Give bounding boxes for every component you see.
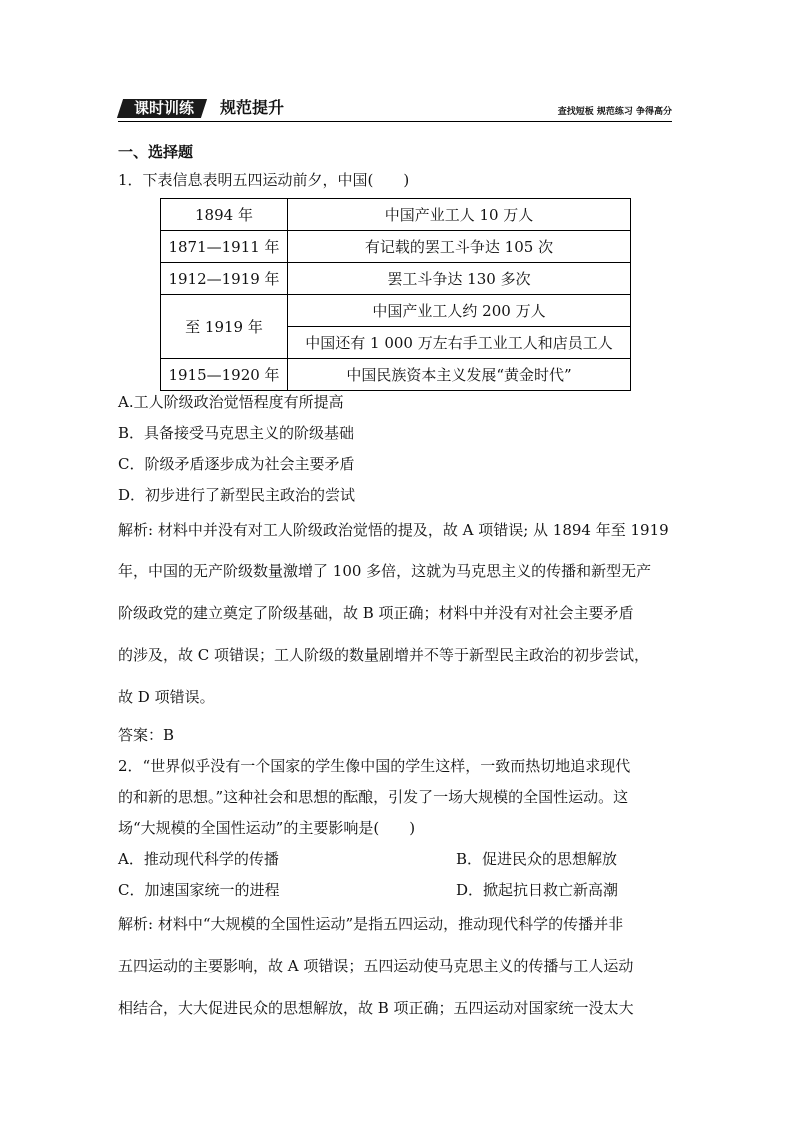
table-cell-info: 罢工斗争达 130 多次: [288, 263, 631, 295]
info-table: [160, 198, 631, 391]
table-cell-year: 1894 年: [161, 199, 288, 231]
q2-analysis-line: 五四运动的主要影响，故 A 项错误；五四运动使马克思主义的传播与工人运动: [118, 957, 634, 975]
question-2-stem-line: 场“大规模的全国性运动”的主要影响是( ): [118, 819, 416, 837]
question-2-stem-line: 2．“世界似乎没有一个国家的学生像中国的学生这样，一致而热切地追求现代: [118, 757, 631, 775]
table-cell-info: 有记载的罢工斗争达 105 次: [288, 231, 631, 263]
table-cell-info: 中国产业工人 10 万人: [288, 199, 631, 231]
table-cell-info: 中国还有 1 000 万左右手工业工人和店员工人: [288, 327, 631, 359]
table-row: [161, 263, 631, 295]
q2-analysis-line: 相结合，大大促进民众的思想解放，故 B 项正确；五四运动对国家统一没太大: [118, 999, 634, 1017]
q2-option-c: C．加速国家统一的进程: [118, 881, 280, 899]
q2-option-b: B．促进民众的思想解放: [456, 850, 618, 868]
table-row: [161, 231, 631, 263]
header-subtitle: 规范提升: [220, 98, 285, 117]
table-row: [161, 199, 631, 231]
header-right-text: 查找短板 规范练习 争得高分: [557, 107, 672, 117]
q1-analysis-line: 年，中国的无产阶级数量激增了 100 多倍，这就为马克思主义的传播和新型无产: [118, 562, 652, 580]
table-cell-info: 中国民族资本主义发展“黄金时代”: [288, 359, 631, 391]
section-title: 一、选择题: [118, 143, 194, 161]
table-row: [161, 295, 631, 327]
q2-analysis-line: 解析: 材料中“大规模的全国性运动”是指五四运动，推动现代科学的传播并非: [118, 915, 624, 933]
section-badge: 课时训练: [117, 99, 207, 118]
question-1-stem: 1．下表信息表明五四运动前夕，中国( ): [118, 171, 410, 189]
q1-option-a: A.工人阶级政治觉悟程度有所提高: [118, 393, 344, 411]
q1-option-b: B．具备接受马克思主义的阶级基础: [118, 424, 355, 442]
table-cell-info: 中国产业工人约 200 万人: [288, 295, 631, 327]
q1-analysis-line: 的涉及，故 C 项错误；工人阶级的数量剧增并不等于新型民主政治的初步尝试，: [118, 646, 650, 664]
header-rule: [118, 121, 672, 122]
table-row: [161, 359, 631, 391]
table-cell-year: 1912—1919 年: [161, 263, 288, 295]
page-header: [118, 98, 672, 122]
question-2-stem-line: 的和新的思想。”这种社会和思想的酝酿，引发了一场大规模的全国性运动。这: [118, 788, 629, 806]
q1-analysis-line: 故 D 项错误。: [118, 688, 215, 706]
q1-answer: 答案：B: [118, 726, 175, 744]
q2-option-d: D．掀起抗日救亡新高潮: [456, 881, 619, 899]
q1-analysis-line: 阶级政党的建立奠定了阶级基础，故 B 项正确；材料中并没有对社会主要矛盾: [118, 604, 634, 622]
table-cell-year: 至 1919 年: [161, 295, 288, 359]
q2-option-a: A．推动现代科学的传播: [118, 850, 279, 868]
q1-option-d: D．初步进行了新型民主政治的尝试: [118, 486, 356, 504]
table-cell-year: 1871—1911 年: [161, 231, 288, 263]
table-cell-year: 1915—1920 年: [161, 359, 288, 391]
q1-option-c: C．阶级矛盾逐步成为社会主要矛盾: [118, 455, 355, 473]
q1-analysis-line: 解析: 材料中并没有对工人阶级政治觉悟的提及，故 A 项错误; 从 1894 年至 1919: [118, 521, 669, 539]
